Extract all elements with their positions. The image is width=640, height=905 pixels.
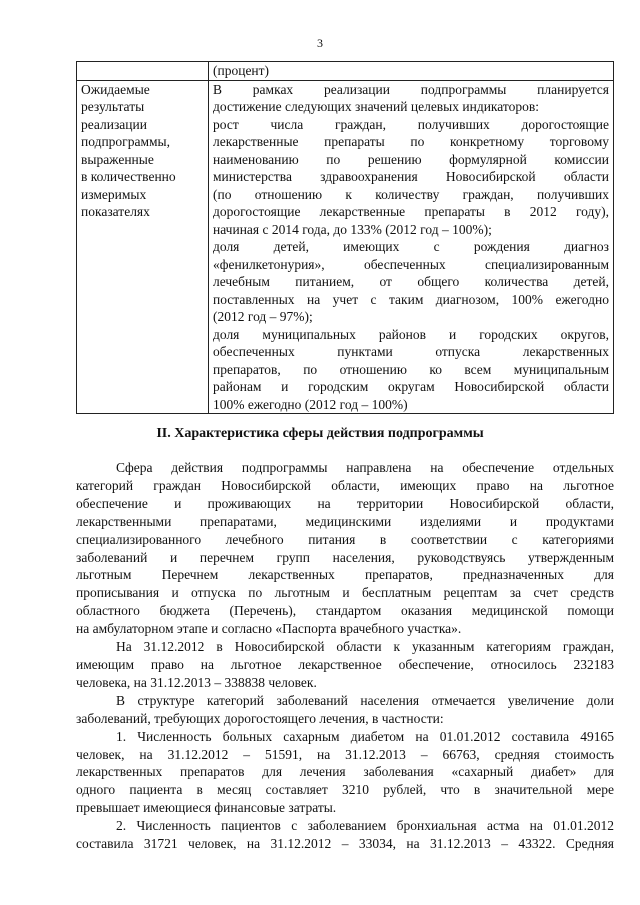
label-line: показателях	[81, 204, 150, 219]
paragraph-line: прописывания и отпуска по льготным и бесплатным рецептам за счет средств	[76, 585, 614, 601]
value-line: 100% ежегодно (2012 год – 100%)	[213, 396, 408, 412]
value-line: рост числа граждан, получивших дорогостоящие	[213, 116, 609, 132]
paragraph-line: специализированного лечебного питания в соответствии с категориями	[76, 531, 614, 547]
table-row	[77, 62, 614, 81]
page-number: 3	[317, 36, 323, 50]
paragraph-line: имеющим право на льготное лекарственное обеспечение, относилось 232183	[76, 656, 614, 672]
paragraph-line: человека, на 31.12.2013 – 338838 человек.	[76, 674, 317, 690]
value-line: наименованию по решению формулярной комиссии	[213, 151, 609, 167]
value-line: поставленных на учет с таким диагнозом, 100% ежегодно	[213, 291, 609, 307]
paragraph-line: превышает имеющиеся финансовые затраты.	[76, 800, 337, 816]
paragraph-line: 1. Численность больных сахарным диабетом на 01.01.2012 составила 49165	[116, 728, 614, 744]
paragraph-line: лекарственными препаратами, медицинскими изделиями и продуктами	[76, 513, 614, 529]
value-line: обеспеченных пунктами отпуска лекарственных	[213, 344, 609, 359]
value-line: «фенилкетонурия», обеспеченных специализированным	[213, 256, 609, 272]
paragraph-line: категорий граждан Новосибирской области, имеющих право на льготное	[76, 477, 614, 493]
value-line: районам и городским округам Новосибирской области	[213, 379, 609, 394]
paragraph-line: В структуре категорий заболеваний населения отмечается увеличение доли	[116, 692, 614, 708]
value-line: доля муниципальных районов и городских округов,	[213, 326, 609, 342]
paragraph-line: составила 31721 человек, на 31.12.2012 – 33034, на 31.12.2013 – 43322. Средняя	[76, 836, 614, 852]
value-line: лекарственные препараты по конкретному торговому	[213, 134, 609, 149]
value-line: министерства здравоохранения Новосибирской области	[213, 169, 609, 184]
indicators-table	[76, 61, 614, 414]
body-text	[76, 459, 614, 853]
label-line: результаты	[81, 99, 145, 114]
paragraph-line: областного бюджета (Перечень), стандартом оказания медицинской помощи	[76, 603, 614, 619]
paragraph-line: лекарственных препаратов для лечения заболевания «сахарный диабет» для	[76, 764, 614, 780]
label-line: измеримых	[81, 186, 147, 202]
paragraph-line: 2. Численность пациентов с заболеванием бронхиальная астма на 01.01.2012	[116, 818, 614, 834]
value-line: достижение следующих значений целевых индикаторов:	[213, 99, 540, 114]
value-line: (по отношению к количеству граждан, получивших	[213, 186, 609, 202]
value-line: (2012 год – 97%);	[213, 309, 313, 324]
unit-text: (процент)	[213, 63, 270, 78]
table-row	[77, 80, 614, 414]
paragraph-line: заболеваний и перечнем групп населения, руководствуясь утвержденным	[76, 549, 614, 565]
value-line: дорогостоящие лекарственные препараты в 2012 году),	[213, 204, 609, 219]
value-line: В рамках реализации подпрограммы планируется	[213, 81, 609, 97]
table-cell-unit	[209, 62, 614, 81]
label-line: в количественно	[81, 169, 176, 184]
value-line: доля детей, имеющих с рождения диагноз	[213, 239, 609, 254]
label-line: подпрограммы,	[81, 134, 170, 149]
paragraph-line: Сфера действия подпрограммы направлена на обеспечение отдельных	[116, 460, 614, 475]
section-heading: II. Характеристика сферы действия подпрограммы	[156, 426, 484, 441]
paragraph-line: на амбулаторном этапе и согласно «Паспорта врачебного участка».	[76, 621, 462, 637]
table-cell-empty	[77, 62, 209, 81]
label-line: выраженные	[81, 151, 154, 167]
paragraph-line: заболеваний, требующих дорогостоящего лечения, в частности:	[76, 710, 444, 726]
paragraph-line: человек, на 31.12.2012 – 51591, на 31.12.2013 – 66763, средняя стоимость	[76, 746, 614, 762]
paragraph-line: льготным Перечнем лекарственных препаратов, предназначенных для	[76, 567, 614, 583]
value-line: лечебным питанием, от общего количества детей,	[213, 274, 609, 289]
table-cell-value	[209, 80, 614, 414]
label-line: реализации	[81, 116, 147, 132]
paragraph-line: обеспечение и проживающих на территории Новосибирской области,	[76, 495, 614, 511]
value-line: препаратов, по отношению ко всем муниципальным	[213, 361, 609, 377]
value-line: начиная с 2014 года, до 133% (2012 год – 100%);	[213, 221, 492, 237]
label-line: Ожидаемые	[81, 81, 150, 97]
table-cell-label	[77, 80, 209, 414]
paragraph-line: На 31.12.2012 в Новосибирской области к указанным категориям граждан,	[116, 639, 614, 655]
paragraph-line: одного пациента в месяц составляет 3210 рублей, что в значительной мере	[76, 782, 614, 798]
